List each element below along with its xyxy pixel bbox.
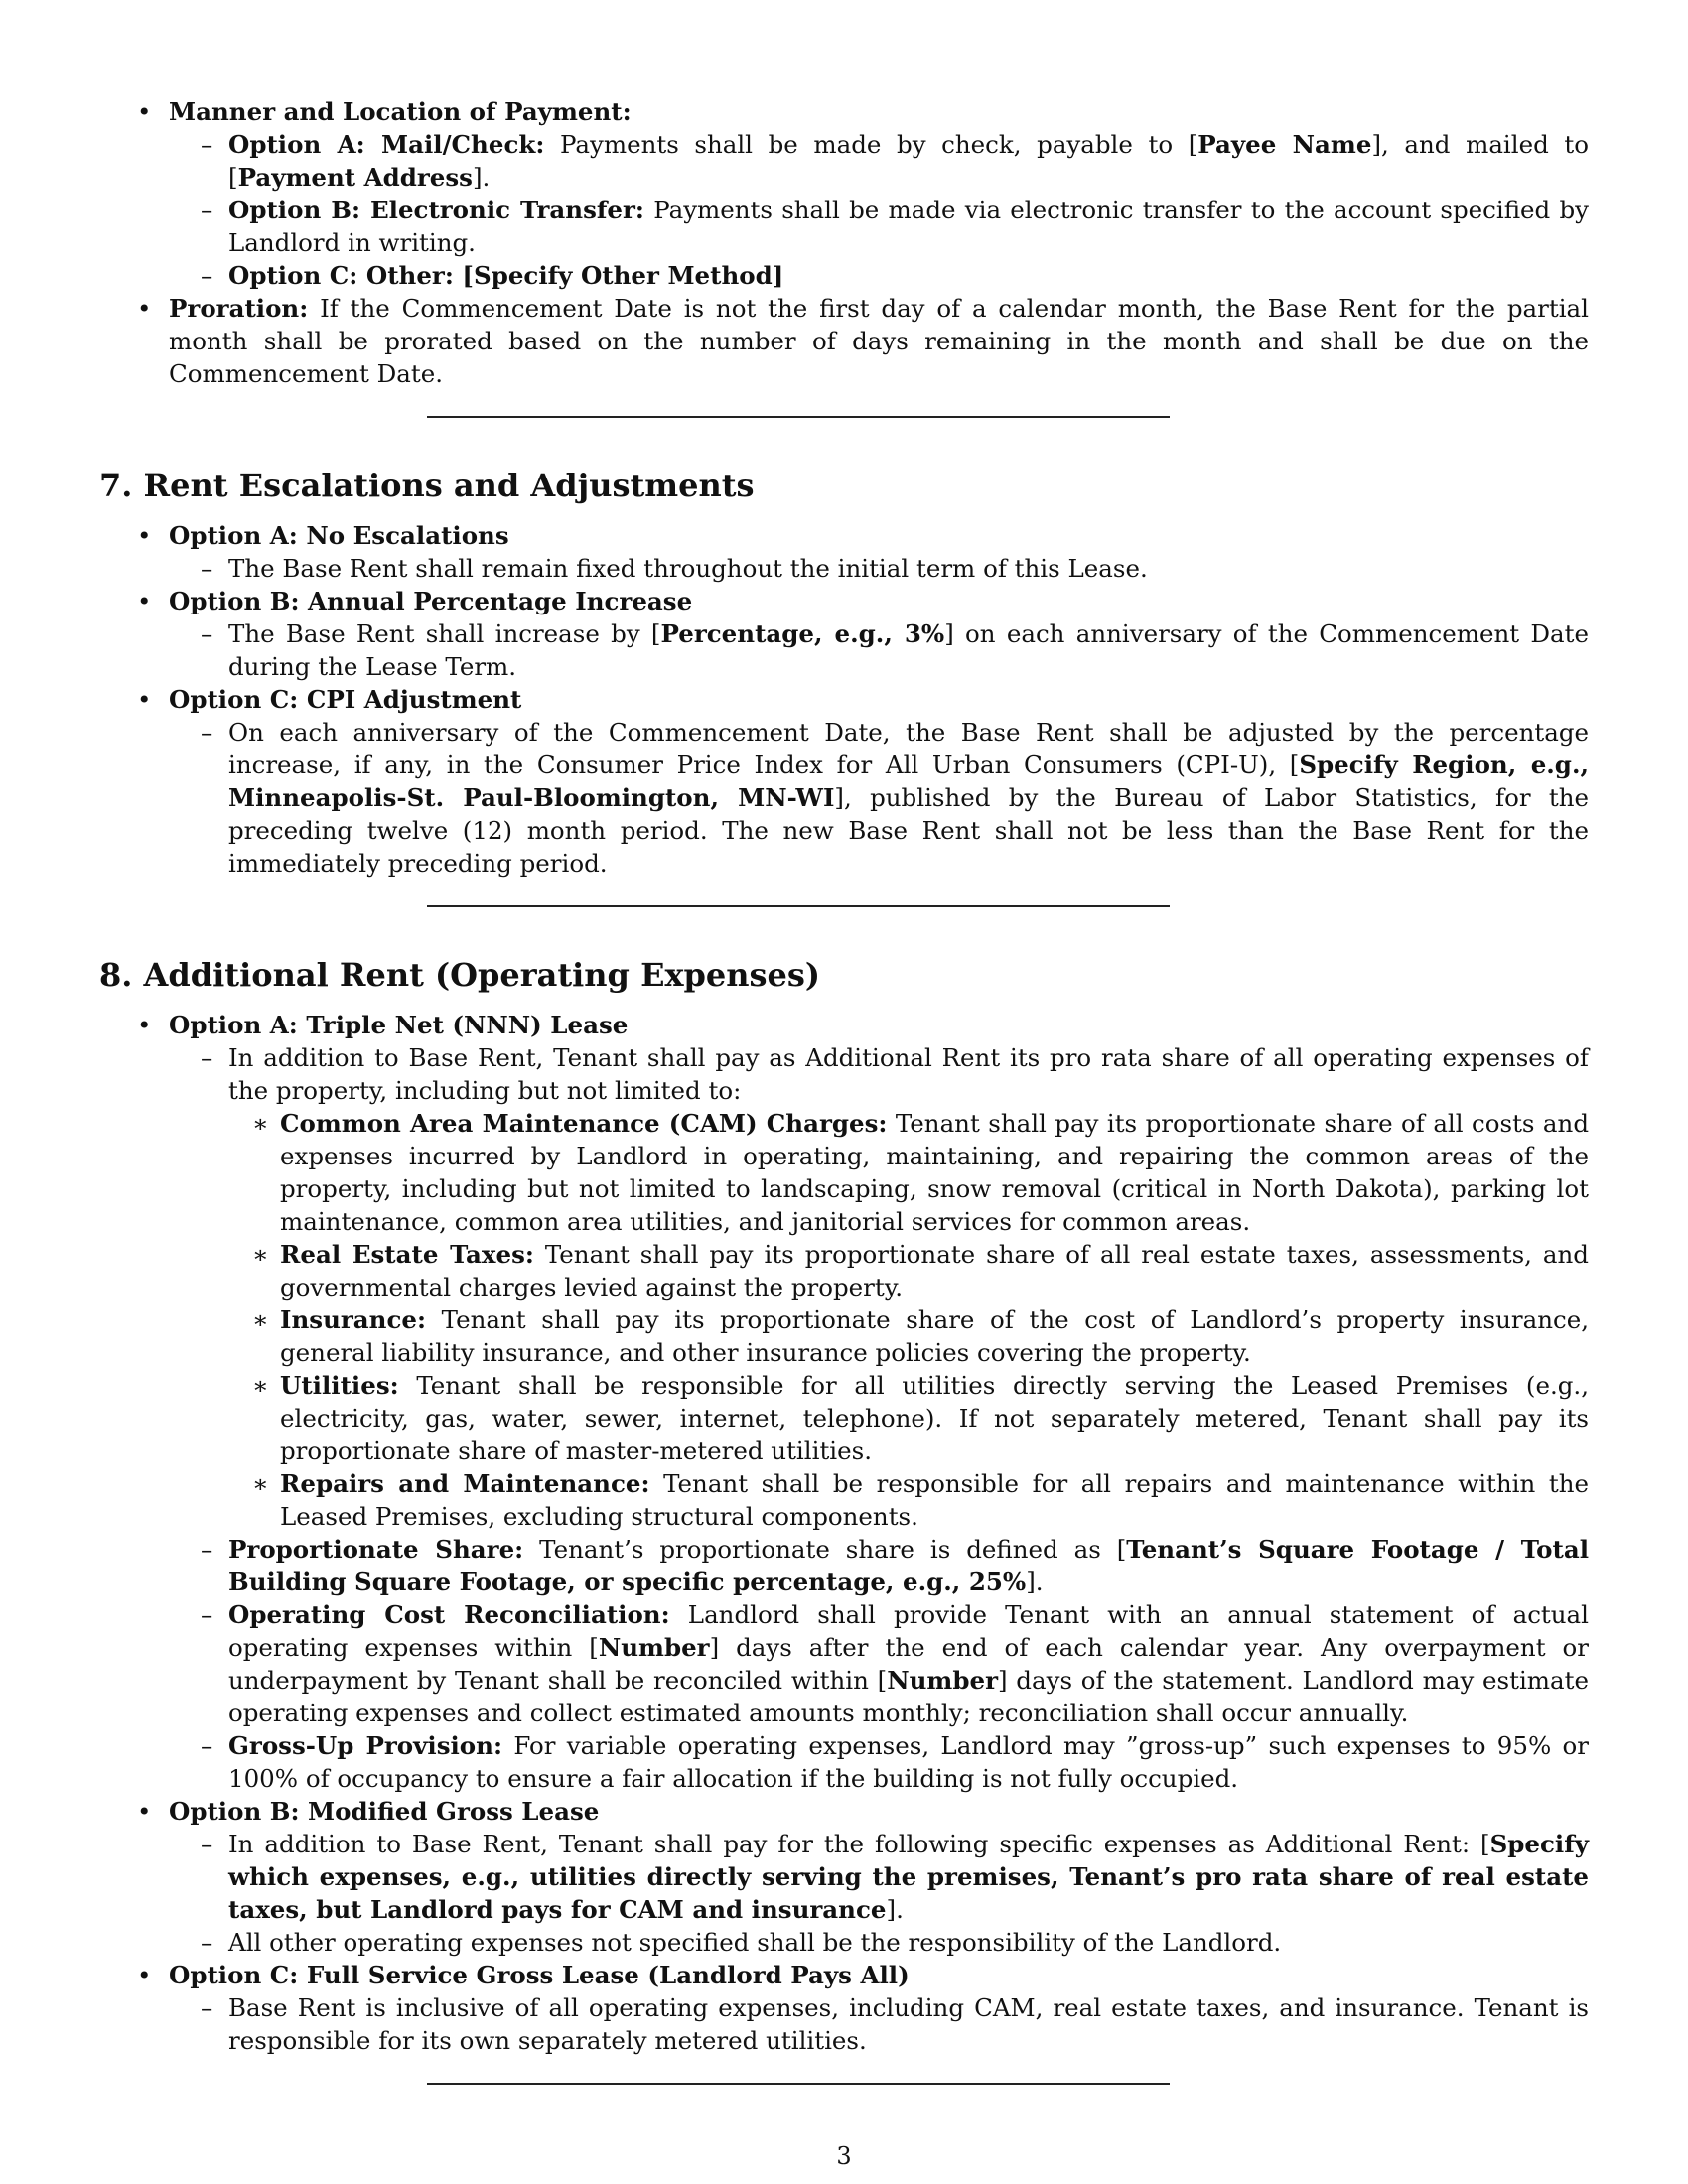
placeholder-field: Tenant’s Square Footage / Total Building Square Footage, or specific percentage, e.g., 25% — [228, 1535, 1589, 1596]
proration-label: Proration: — [169, 294, 309, 323]
placeholder-field: Specify which expenses, e.g., utilities directly serving the premises, Tenant’s pro rata share of real estate taxes, but Landlord pays for CAM and insurance — [228, 1830, 1589, 1924]
page-number: 3 — [836, 2142, 852, 2170]
list-item: ∗ Repairs and Maintenance: Tenant shall be responsible for all repairs and maintenance within the Leased Premises, excluding structural components. — [228, 1467, 1589, 1533]
list-item — [99, 1795, 1589, 1959]
horizontal-rule — [427, 905, 1170, 907]
placeholder-field: Payment Address — [237, 163, 473, 192]
list-item: – Option B: Electronic Transfer: Payments shall be made via electronic transfer to the account specified by Landlord in writing. — [169, 194, 1589, 259]
section-7-heading: 7. Rent Escalations and Adjustments — [99, 467, 755, 504]
list-item — [99, 585, 1589, 683]
payment-list — [99, 95, 1589, 390]
option-label: Option B: Modified Gross Lease — [169, 1797, 600, 1826]
list-item: • Proration: If the Commencement Date is not the first day of a calendar month, the Base Rent for the partial month shall be prorated based on the number of days remaining in the month and shall be due on the Commencement Date. — [99, 292, 1589, 390]
option-label: Option C: Full Service Gross Lease (Landlord Pays All) — [169, 1961, 910, 1989]
list-item: – In addition to Base Rent, Tenant shall pay for the following specific expenses as Additional Rent: [Specify which expenses, e.g., utilities directly serving the premises, Tenant’s pro rata share of real estate taxes, but Landlord pays for CAM and insurance]. — [169, 1828, 1589, 1926]
horizontal-rule — [427, 2083, 1170, 2085]
list-item: – The Base Rent shall remain fixed throughout the initial term of this Lease. — [169, 552, 1589, 585]
payment-options — [169, 128, 1589, 292]
placeholder-field: Specify Region, e.g., Minneapolis-St. Paul-Bloomington, MN-WI — [228, 751, 1589, 812]
placeholder-field: Percentage, e.g., 3% — [660, 619, 945, 648]
manner-label: Manner and Location of Payment: — [169, 97, 632, 126]
document-page — [99, 95, 1589, 2085]
list-item: – Operating Cost Reconciliation: Landlord shall provide Tenant with an annual statement of actual operating expenses within [Number] days after the end of each calendar year. Any overpayment or underpayment by Tenant shall be reconciled within [Number] days of the statement. Landlord may estimate operating expenses and collect estimated amounts monthly; reconciliation shall occur annually. — [169, 1598, 1589, 1729]
option-label: Option C: Other: — [228, 261, 454, 290]
list-item: – Option C: Other: [Specify Other Method] — [169, 259, 1589, 292]
horizontal-rule — [427, 416, 1170, 418]
list-item: – Proportionate Share: Tenant’s proportionate share is defined as [Tenant’s Square Footage / Total Building Square Footage, or specific percentage, e.g., 25%]. — [169, 1533, 1589, 1598]
placeholder-field: Specify Other Method — [474, 261, 773, 290]
list-item: – On each anniversary of the Commencement Date, the Base Rent shall be adjusted by the percentage increase, if any, in the Consumer Price Index for All Urban Consumers (CPI-U), [Specify Region, e.g., Minneapolis-St. Paul-Bloomington, MN-WI], published by the Bureau of Labor Statistics, for the preceding twelve (12) month period. The new Base Rent shall not be less than the Base Rent for the immediately preceding period. — [169, 716, 1589, 880]
list-item: – All other operating expenses not specified shall be the responsibility of the Landlord. — [169, 1926, 1589, 1959]
list-item — [99, 519, 1589, 585]
option-label: Option A: Triple Net (NNN) Lease — [169, 1011, 629, 1039]
option-label: Option C: CPI Adjustment — [169, 685, 522, 714]
expense-items — [228, 1107, 1589, 1533]
list-item: – Option A: Mail/Check: Payments shall be made by check, payable to [Payee Name], and mailed to [Payment Address]. — [169, 128, 1589, 194]
list-item: – The Base Rent shall increase by [Percentage, e.g., 3%] on each anniversary of the Commencement Date during the Lease Term. — [169, 617, 1589, 683]
list-item: ∗ Insurance: Tenant shall pay its proportionate share of the cost of Landlord’s property insurance, general liability insurance, and other insurance policies covering the property. — [228, 1303, 1589, 1369]
placeholder-field: Number — [598, 1633, 710, 1662]
section-8-heading: 8. Additional Rent (Operating Expenses) — [99, 956, 821, 994]
list-item: ∗ Common Area Maintenance (CAM) Charges: Tenant shall pay its proportionate share of all costs and expenses incurred by Landlord in operating, maintaining, and repairing the common areas of the property, including but not limited to landscaping, snow removal (critical in North Dakota), parking lot maintenance, common area utilities, and janitorial services for common areas. — [228, 1107, 1589, 1238]
list-item: – Gross-Up Provision: For variable operating expenses, Landlord may ”gross-up” such expenses to 95% or 100% of occupancy to ensure a fair allocation if the building is not fully occupied. — [169, 1729, 1589, 1795]
option-label: Option A: Mail/Check: — [228, 130, 545, 159]
option-label: Option B: Electronic Transfer: — [228, 196, 644, 224]
list-item — [99, 1959, 1589, 2057]
option-label: Option A: No Escalations — [169, 521, 509, 550]
section-8-list — [99, 1009, 1589, 2057]
list-item: ∗ Utilities: Tenant shall be responsible for all utilities directly serving the Leased Premises (e.g., electricity, gas, water, sewer, internet, telephone). If not separately metered, Tenant shall pay its proportionate share of master-metered utilities. — [228, 1369, 1589, 1467]
list-item: ∗ Real Estate Taxes: Tenant shall pay its proportionate share of all real estate taxes, assessments, and governmental charges levied against the property. — [228, 1238, 1589, 1303]
list-item: – In addition to Base Rent, Tenant shall pay as Additional Rent its pro rata share of all operating expenses of the property, including but not limited to: ∗ Common Area Maintenance (CAM) Charges: Tenant shall pay its proportionate share of all costs and expenses incurred by Landlord in operating, maintaining, and repairing the common areas of the property, including but not limited to landscaping, snow removal (critical in North Dakota), parking lot maintenance, common area utilities, and janitorial services for common areas. ∗ Real Estate Taxes: Tenant shall pay its proportionate share of all real estate taxes, assessments, and governmental charges levied against the property. ∗ Insurance: Tenant shall pay its proportionate share of the cost of Landlord’s property insurance, general liability insurance, and other insurance policies covering the property. ∗ Utilities: Tenant shall be responsible for all utilities directly serving the Leased Premises (e.g., electricity, gas, water, sewer, internet, telephone). If not separately metered, Tenant shall pay its proportionate share of master-metered utilities. ∗ Repairs and Maintenance: Tenant shall be responsible for all repairs and maintenance within the Leased Premises, excluding structural components. — [169, 1041, 1589, 1533]
placeholder-field: Payee Name — [1197, 130, 1372, 159]
placeholder-field: Number — [887, 1666, 998, 1695]
list-item — [99, 95, 1589, 292]
list-item: – Base Rent is inclusive of all operating expenses, including CAM, real estate taxes, and insurance. Tenant is responsible for its own separately metered utilities. — [169, 1991, 1589, 2057]
list-item — [99, 1009, 1589, 1795]
section-7-list — [99, 519, 1589, 880]
option-label: Option B: Annual Percentage Increase — [169, 587, 693, 615]
list-item — [99, 683, 1589, 880]
